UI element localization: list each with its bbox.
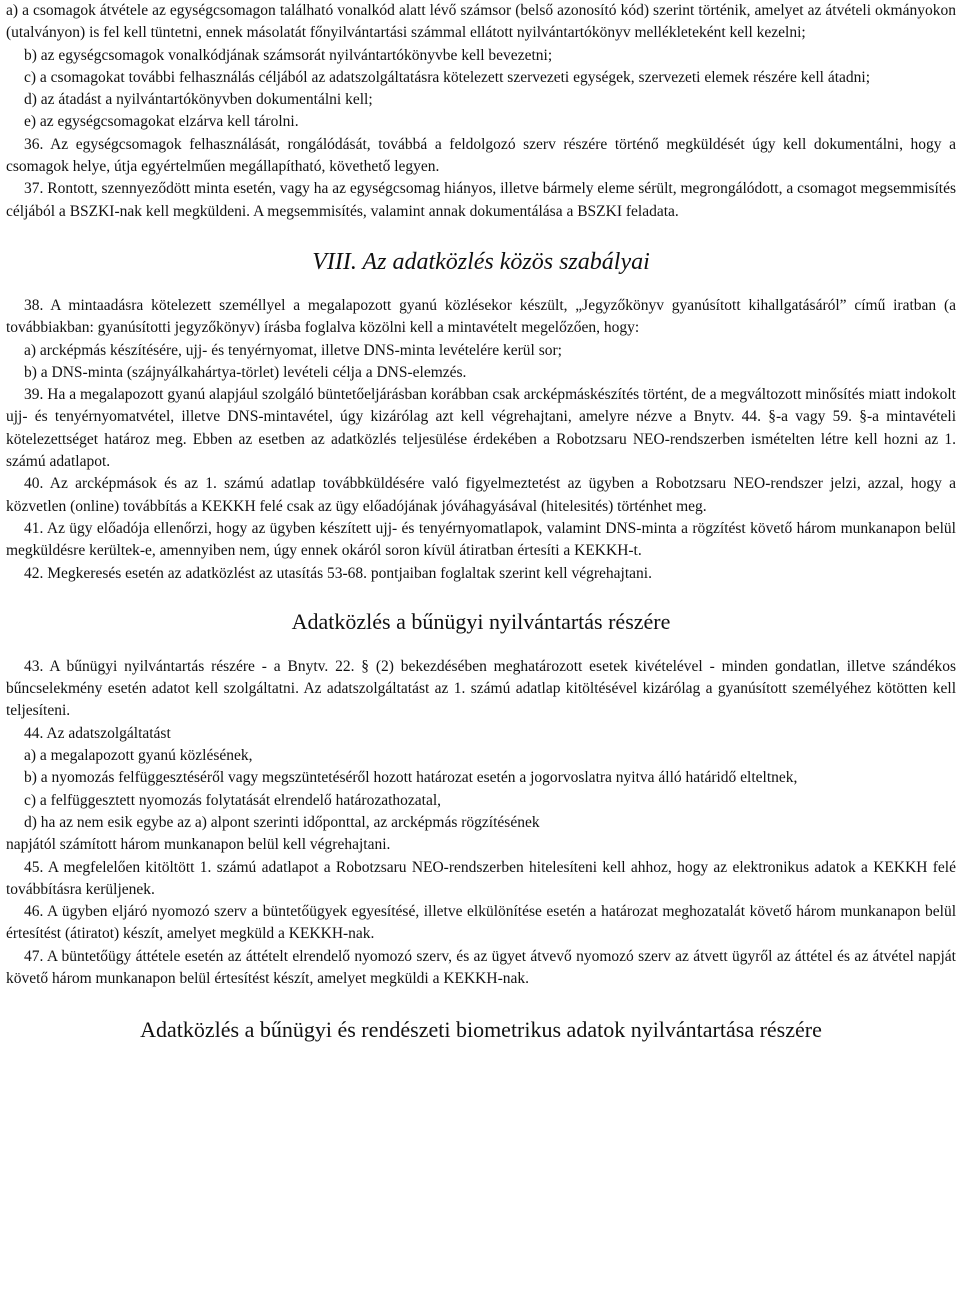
paragraph-44-c: c) a felfüggesztett nyomozás folytatását elrendelő határozathozatal, [24,791,442,809]
paragraph-44-a: a) a megalapozott gyanú közlésének, [24,747,253,765]
paragraph-40: 40. Az arcképmások és az 1. számú adatlap továbbküldésére való figyelmeztetést az ügyben a Robotzsaru NEO-rendszer jelzi, azzal, hogy a közvetlen (online) továbbítás a KEKKH felé csak az ügy előadójának jóváhagyásával (hitelesités) történhet meg. [6,475,956,515]
section-viii-body [6,295,956,585]
paragraph-45: 45. A megfelelően kitöltött 1. számú adatlapot a Robotzsaru NEO-rendszerben hitelesíteni kell ahhoz, hogy az elektronikus adatok a KEKKH felé továbbításra kerüljenek. [6,858,956,898]
section-bunugyi-body [6,656,956,990]
paragraph-38-b: b) a DNS-minta (szájnyálkahártya-törlet) levételi célja a DNS-elemzés. [24,363,467,381]
paragraph-46: 46. A ügyben eljáró nyomozó szerv a büntetőügyek egyesítésé, illetve elkülönítése esetén a határozat meghozatalát követő három munkanapon belül értesítést (átiratot) készít, amelyet megküld a KEKKH-nak. [6,903,956,943]
paragraph-38-a: a) arcképmás készítésére, ujj- és tenyérnyomat, illetve DNS-minta levételére kerül sor; [24,341,562,359]
document-page [6,0,956,1044]
paragraph-43: 43. A bűnügyi nyilvántartás részére - a Bnytv. 22. § (2) bekezdésében meghatározott esetek kivételével - minden gondatlan, illetve szándékos bűncselekmény esetén adatot kell szolgáltatni. Az adatszolgáltatást az 1. számú adatlap kitöltésével kizárólag a gyanúsított személyéhez kötötten kell teljesíteni. [6,657,956,720]
paragraph-item-b: b) az egységcsomagok vonalkódjának számsorát nyilvántartókönyvbe kell bevezetni; [24,46,553,64]
paragraph-item-c: c) a csomagokat további felhasználás céljából az adatszolgáltatásra kötelezett szervezeti egységek, szervezeti elemek részére kell átadni; [24,68,871,86]
paragraph-41: 41. Az ügy előadója ellenőrzi, hogy az ügyben készített ujj- és tenyérnyomatlapok, valamint DNS-minta a rögzítést követő három munkanapon belül megküldésre kerültek-e, amennyiben nem, úgy ennek okáról soron kívül átiratban értesíti a KEKKH-t. [6,519,956,560]
section-heading-biometrikus: Adatközlés a bűnügyi és rendészeti biometrikus adatok nyilvántartása részére [140,1017,822,1043]
paragraph-37: 37. Rontott, szennyeződött minta esetén, vagy ha az egységcsomag hiányos, illetve bármely eleme sérült, megrongálódott, a csomagot megsemmisítés céljából a BSZKI-nak kell megküldeni. A megsemmisítés, valamint annak dokumentálása a BSZKI feladata. [6,180,956,220]
paragraph-39: 39. Ha a megalapozott gyanú alapjául szolgáló büntetőeljárásban korábban csak arcképmáskészítés történt, de a megváltozott minősítés miatt indokolt ujj- és tenyérnyomatvétel, illetve DNS-mintavétel, úgy kizárólag azt kell végrehajtani, amelyre nézve a Bnytv. 44. §-a vagy 59. §-a mintavételi kötelezettséget határoz meg. Ebben az esetben az adatközlés teljesülése érdekében a Robotzsaru NEO-rendszerben ismételten létre kell hozni az 1. számú adatlapot. [6,386,956,471]
paragraph-item-a: a) a csomagok átvétele az egységcsomagon található vonalkód alatt lévő számsor (belső azonosító kód) szerint történik, amelyet az átvételi okmányokon (utalványon) is fel kell tüntetni, ennek másolatát főnyilvántartási számmal ellátott nyilvántartókönyv mellékleteként kell kezelni; [6,2,956,42]
paragraph-44-b: b) a nyomozás felfüggesztéséről vagy megszüntetéséről hozott határozat esetén a jogorvoslatra nyitva álló határidő elteltnek, [24,769,798,787]
section-heading-viii: VIII. Az adatközlés közös szabályai [312,248,650,275]
paragraph-47: 47. A büntetőügy áttétele esetén az áttételt elrendelő nyomozó szerv, és az ügyet átvevő nyomozó szerv az átvett ügyről az áttétel és az átvétel napját követő három munkanapon belül értesítést készít, amelyet megküldi a KEKKH-nak. [6,947,956,987]
paragraph-44: 44. Az adatszolgáltatást [24,724,171,742]
paragraph-item-e: e) az egységcsomagokat elzárva kell tárolni. [24,113,299,131]
top-section [6,0,956,223]
paragraph-36: 36. Az egységcsomagok felhasználását, rongálódását, továbbá a feldolgozó szerv részére történő megküldését úgy kell dokumentálni, hogy a csomagok helye, útja egyértelműen megállapítható, követhető legyen. [6,135,956,176]
paragraph-item-d: d) az átadást a nyilvántartókönyvben dokumentálni kell; [24,91,373,109]
paragraph-44-closing: napjától számított három munkanapon belül kell végrehajtani. [6,836,391,854]
paragraph-42: 42. Megkeresés esetén az adatközlést az utasítás 53-68. pontjaiban foglaltak szerint kell végrehajtani. [24,564,652,582]
paragraph-38: 38. A mintaadásra kötelezett személlyel a megalapozott gyanú közlésekor készült, „Jegyzőkönyv gyanúsított kihallgatásáról” című iratban (a továbbiakban: gyanúsítotti jegyzőkönyv) írásba foglalva közölni kell a mintavételt megelőzően, hogy: [6,296,956,337]
paragraph-44-d: d) ha az nem esik egybe az a) alpont szerinti időponttal, az arcképmás rögzítésének [24,813,540,831]
section-heading-bunugyi: Adatközlés a bűnügyi nyilvántartás részére [291,608,671,634]
